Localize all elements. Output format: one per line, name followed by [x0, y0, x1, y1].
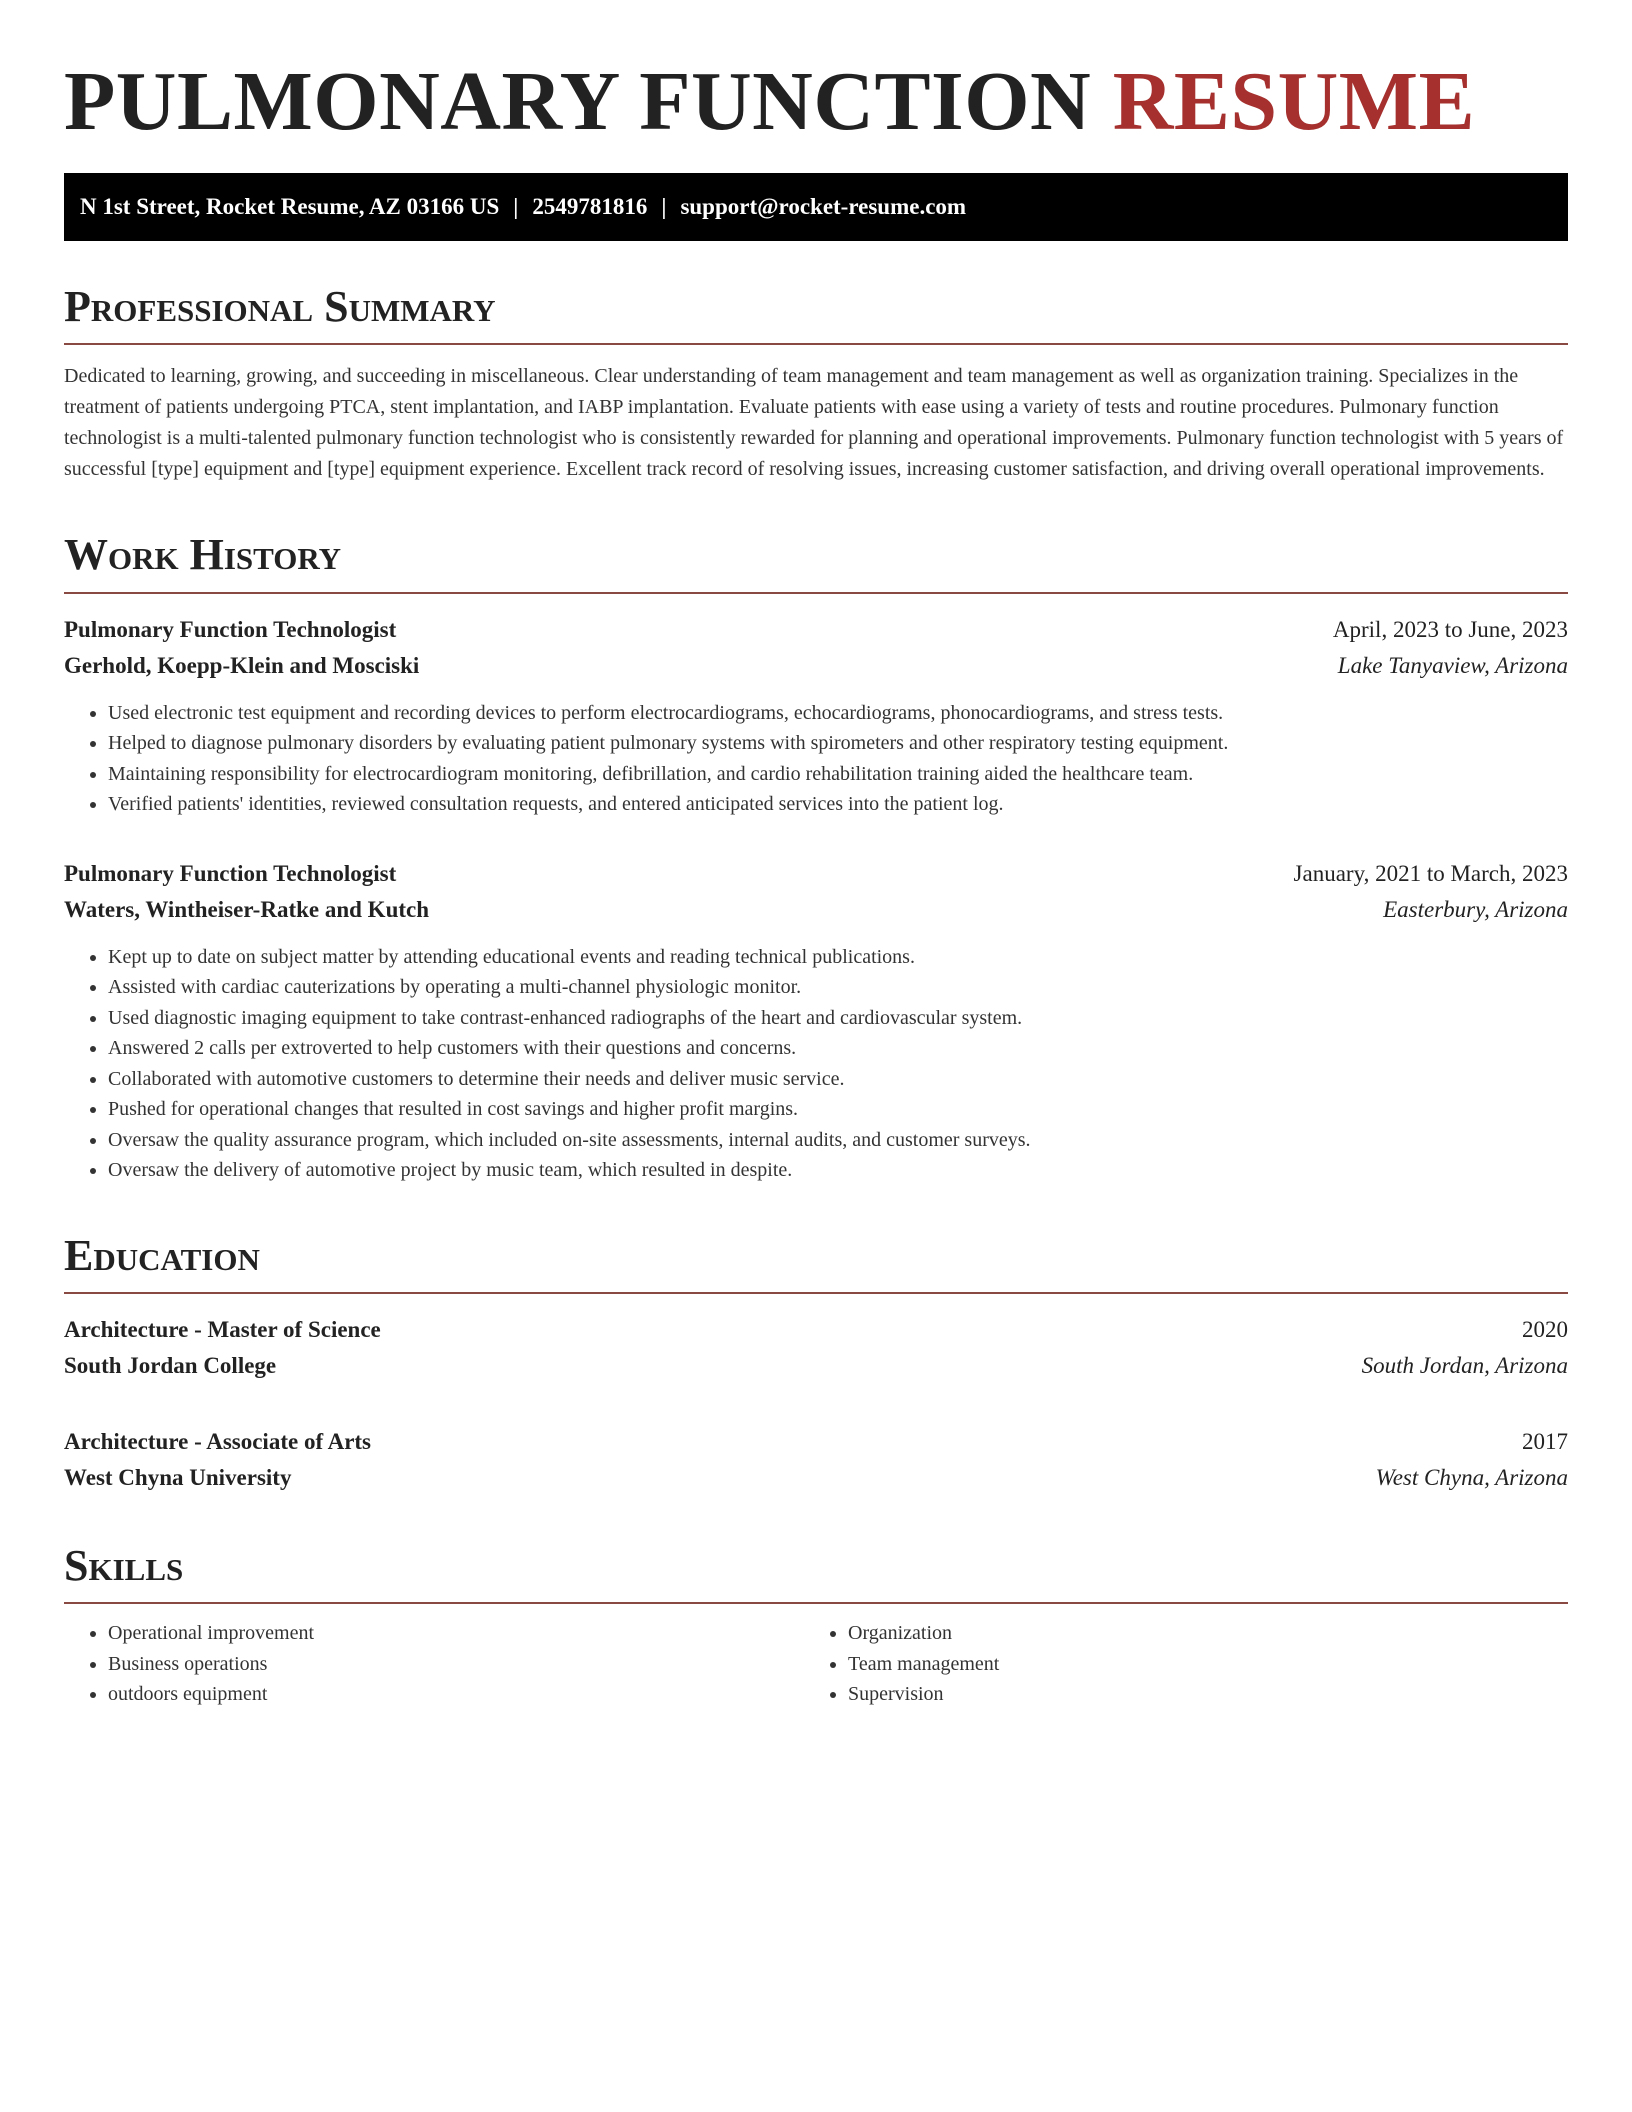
contact-phone: 2549781816: [532, 193, 648, 219]
job-entry: [64, 856, 1568, 1186]
education-school: West Chyna University: [64, 1464, 292, 1490]
list-item: • Pushed for operational changes that resulted in cost savings and higher profit margins.: [108, 1094, 1568, 1125]
skills-column-right: [804, 1618, 1544, 1710]
education-entry: [64, 1424, 1568, 1496]
skill-item: • Organization: [848, 1618, 1544, 1649]
skill-item: • Team management: [848, 1649, 1544, 1680]
section-heading-work-history: Work History: [64, 531, 1568, 593]
list-item: • Used diagnostic imaging equipment to take contrast-enhanced radiographs of the heart and cardiovascular system.: [108, 1003, 1568, 1034]
skills-column-left: [64, 1618, 804, 1710]
contact-separator: |: [513, 193, 519, 219]
section-heading-summary: Professional Summary: [64, 283, 1568, 345]
job-bullets: [64, 942, 1568, 1186]
skill-item: • Business operations: [108, 1649, 804, 1680]
job-dates: April, 2023 to June, 2023: [1332, 616, 1568, 642]
job-entry: [64, 612, 1568, 820]
contact-address: N 1st Street, Rocket Resume, AZ 03166 US: [80, 193, 500, 219]
title-accent: RESUME: [1112, 55, 1476, 148]
education-degree: Architecture - Associate of Arts: [64, 1428, 372, 1454]
job-dates: January, 2021 to March, 2023: [1293, 860, 1568, 886]
job-bullets: [64, 698, 1568, 820]
job-company: Waters, Wintheiser-Ratke and Kutch: [64, 896, 430, 922]
education-year: 2020: [1522, 1316, 1568, 1342]
title-main: PULMONARY FUNCTION: [64, 55, 1092, 148]
list-item: • Answered 2 calls per extroverted to help customers with their questions and concerns.: [108, 1033, 1568, 1064]
skills-list: [64, 1618, 1568, 1710]
list-item: • Kept up to date on subject matter by attending educational events and reading technical publications.: [108, 942, 1568, 973]
education-school: South Jordan College: [64, 1352, 277, 1378]
list-item: • Verified patients' identities, reviewed consultation requests, and entered anticipated services into the patient log.: [108, 789, 1568, 820]
skill-item: • Operational improvement: [108, 1618, 804, 1649]
job-location: Lake Tanyaview, Arizona: [1337, 652, 1568, 678]
skill-item: • Supervision: [848, 1679, 1544, 1710]
list-item: • Assisted with cardiac cauterizations by operating a multi-channel physiologic monitor.: [108, 972, 1568, 1003]
education-location: South Jordan, Arizona: [1361, 1352, 1568, 1378]
contact-bar: [64, 173, 1568, 241]
list-item: • Used electronic test equipment and recording devices to perform electrocardiograms, echocardiograms, phonocardiograms, and stress tests.: [108, 698, 1568, 729]
job-company: Gerhold, Koepp-Klein and Mosciski: [64, 652, 420, 678]
section-heading-education: Education: [64, 1232, 1568, 1294]
education-degree: Architecture - Master of Science: [64, 1316, 381, 1342]
section-heading-skills: Skills: [64, 1542, 1568, 1604]
summary-text: Dedicated to learning, growing, and succeeding in miscellaneous. Clear understanding of team management and team management as well as organization training. Specializes in the treatment of patients undergoing PTCA, stent implantation, and IABP implantation. Evaluate patients with ease using a variety of tests and routine procedures. Pulmonary function technologist is a multi-talented pulmonary function technologist who is consistently rewarded for planning and operational improvements. Pulmonary function technologist with 5 years of successful [type] equipment and [type] equipment experience. Excellent track record of resolving issues, increasing customer satisfaction, and driving overall operational improvements.: [64, 365, 1564, 481]
resume-title: [64, 52, 1568, 153]
education-location: West Chyna, Arizona: [1375, 1464, 1568, 1490]
job-title: Pulmonary Function Technologist: [64, 616, 397, 642]
education-year: 2017: [1522, 1428, 1568, 1454]
list-item: • Oversaw the quality assurance program, which included on-site assessments, internal audits, and customer surveys.: [108, 1125, 1568, 1156]
resume-page: [64, 0, 1568, 1710]
education-entry: [64, 1312, 1568, 1384]
job-title: Pulmonary Function Technologist: [64, 860, 397, 886]
job-location: Easterbury, Arizona: [1383, 896, 1568, 922]
list-item: • Oversaw the delivery of automotive project by music team, which resulted in despite.: [108, 1155, 1568, 1186]
list-item: • Maintaining responsibility for electrocardiogram monitoring, defibrillation, and cardio rehabilitation training aided the healthcare team.: [108, 759, 1568, 790]
contact-separator: |: [661, 193, 667, 219]
list-item: • Helped to diagnose pulmonary disorders by evaluating patient pulmonary systems with spirometers and other respiratory testing equipment.: [108, 728, 1568, 759]
list-item: • Collaborated with automotive customers to determine their needs and deliver music service.: [108, 1064, 1568, 1095]
skill-item: • outdoors equipment: [108, 1679, 804, 1710]
contact-email: support@rocket-resume.com: [680, 193, 967, 219]
